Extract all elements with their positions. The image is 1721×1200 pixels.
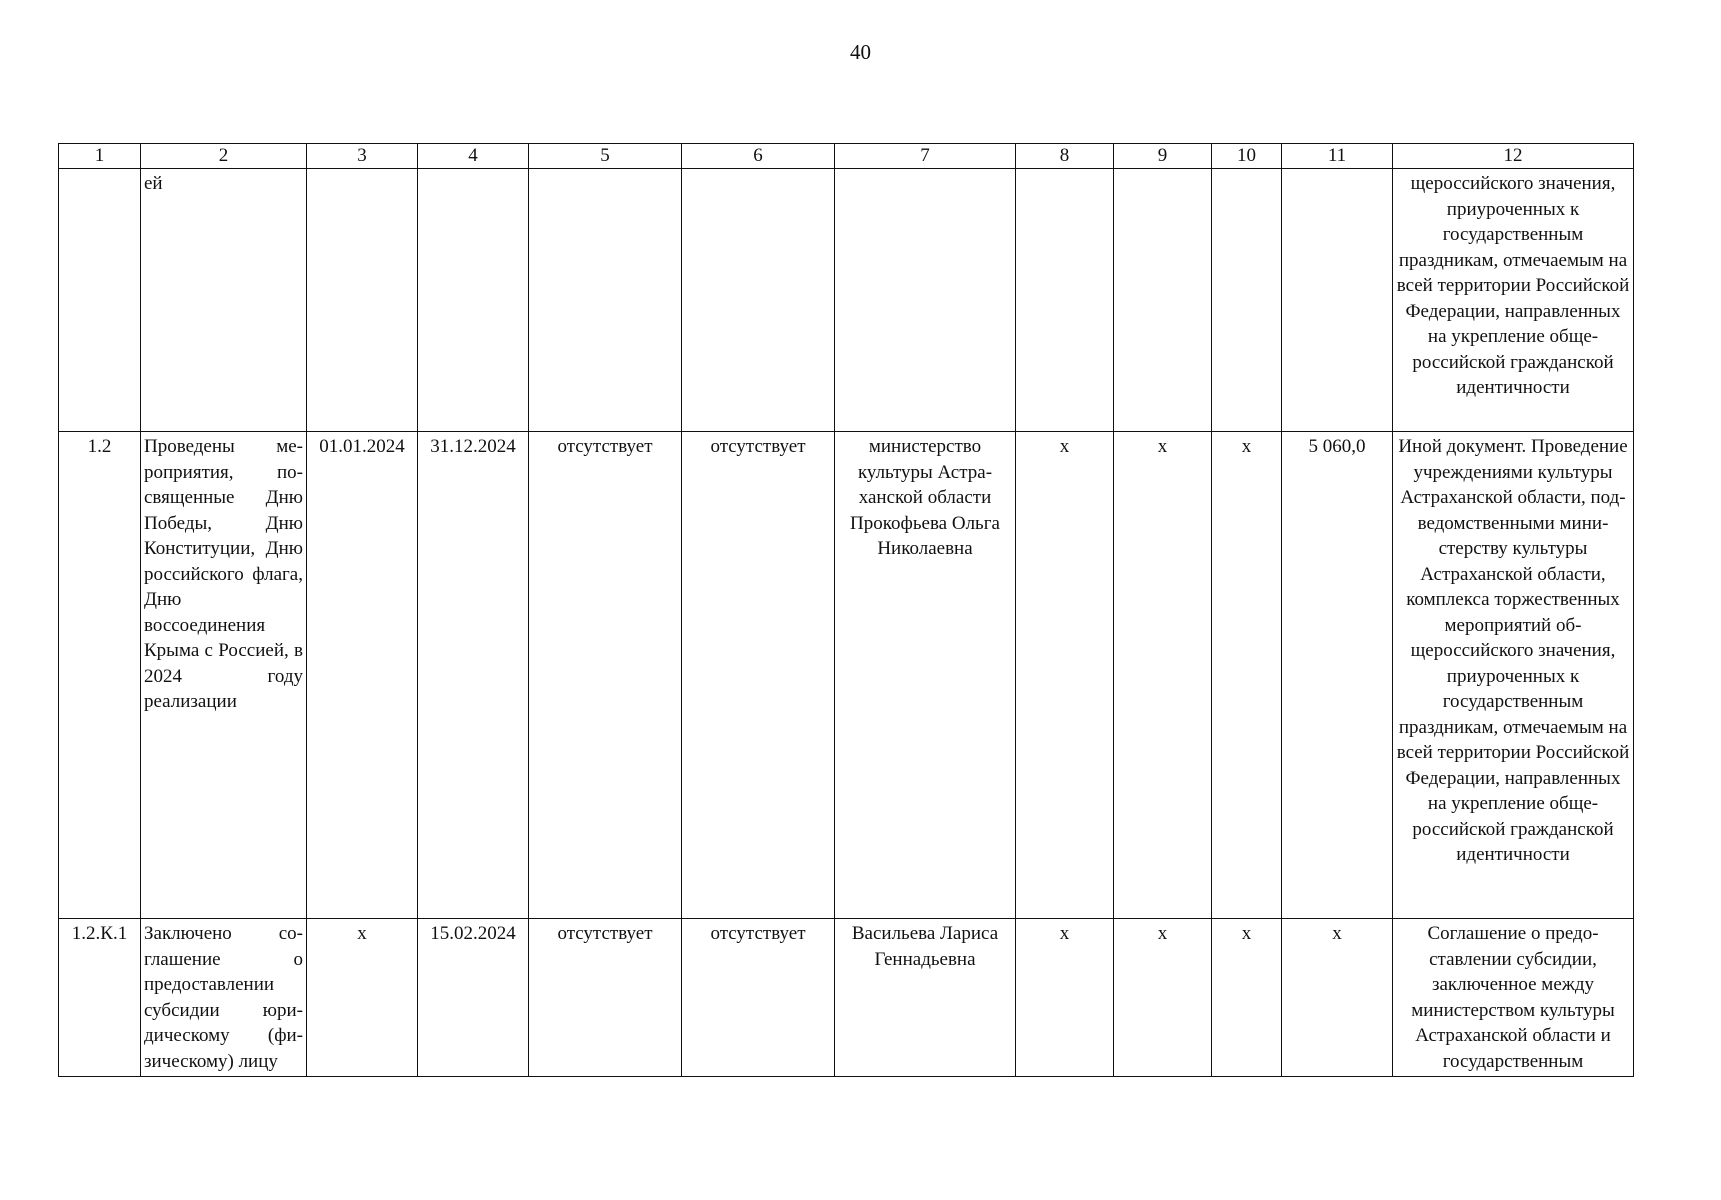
cell-col8: х xyxy=(1016,919,1114,1077)
cell-number: 1.2 xyxy=(59,432,141,919)
header-row xyxy=(59,144,1634,169)
cell-number xyxy=(59,169,141,432)
col-header-10: 10 xyxy=(1212,144,1282,169)
cell-responsible: Васильева Лариса Геннадьевна xyxy=(835,919,1016,1077)
cell-end-date: 31.12.2024 xyxy=(418,432,529,919)
cell-col9 xyxy=(1114,169,1212,432)
cell-value: х xyxy=(1282,919,1393,1077)
cell-responsible xyxy=(835,169,1016,432)
col-header-3: 3 xyxy=(307,144,418,169)
col-header-1: 1 xyxy=(59,144,141,169)
cell-col8: х xyxy=(1016,432,1114,919)
col-header-2: 2 xyxy=(141,144,307,169)
page-number: 40 xyxy=(850,40,871,64)
cell-result: Иной документ. Проведение учреждениями культуры Астраханской области, подведомственными министерству культуры Астраханской области, комплекса торжественных мероприятий общероссийского значения, приуроченных к государственным праздникам, отмечаемым на всей территории Российской Федерации, направленных на укрепление общероссийской гражданской идентичности xyxy=(1393,432,1634,919)
cell-col10: х xyxy=(1212,432,1282,919)
cell-start-date xyxy=(307,169,418,432)
cell-result: щероссийского значения, приуроченных к государственным праздникам, отмечаемым на всей территории Российской Федерации, направленных на укрепление общероссийской гражданской идентичности xyxy=(1393,169,1634,432)
col-header-8: 8 xyxy=(1016,144,1114,169)
cell-col8 xyxy=(1016,169,1114,432)
col-header-12: 12 xyxy=(1393,144,1634,169)
cell-predecessor: отсутствует xyxy=(529,432,682,919)
cell-number: 1.2.К.1 xyxy=(59,919,141,1077)
cell-col9: х xyxy=(1114,919,1212,1077)
cell-event: Заключено соглашение о предоставлении субсидии юридическому (физическому) лицу xyxy=(141,919,307,1077)
table-row xyxy=(59,432,1634,919)
cell-successor: отсутствует xyxy=(682,432,835,919)
cell-event: Проведены мероприятия, посвященные Дню Победы, Дню Конституции, Дню российского флага, Дню воссоединения Крыма с Россией, в 2024 году реализации xyxy=(141,432,307,919)
cell-event: ей xyxy=(141,169,307,432)
col-header-4: 4 xyxy=(418,144,529,169)
table-row xyxy=(59,169,1634,432)
cell-responsible: министерство культуры Астраханской области Прокофьева Ольга Николаевна xyxy=(835,432,1016,919)
cell-predecessor xyxy=(529,169,682,432)
cell-end-date xyxy=(418,169,529,432)
col-header-7: 7 xyxy=(835,144,1016,169)
col-header-11: 11 xyxy=(1282,144,1393,169)
table-row xyxy=(59,919,1634,1077)
cell-value xyxy=(1282,169,1393,432)
plan-table xyxy=(58,143,1634,1077)
cell-start-date: 01.01.2024 xyxy=(307,432,418,919)
col-header-9: 9 xyxy=(1114,144,1212,169)
cell-end-date: 15.02.2024 xyxy=(418,919,529,1077)
cell-col9: х xyxy=(1114,432,1212,919)
cell-col10: х xyxy=(1212,919,1282,1077)
col-header-6: 6 xyxy=(682,144,835,169)
cell-result: Соглашение о предоставлении субсидии, заключенное между министерством культуры Астраханской области и государственным xyxy=(1393,919,1634,1077)
cell-start-date: х xyxy=(307,919,418,1077)
cell-predecessor: отсутствует xyxy=(529,919,682,1077)
col-header-5: 5 xyxy=(529,144,682,169)
cell-value: 5 060,0 xyxy=(1282,432,1393,919)
cell-successor xyxy=(682,169,835,432)
cell-col10 xyxy=(1212,169,1282,432)
cell-successor: отсутствует xyxy=(682,919,835,1077)
